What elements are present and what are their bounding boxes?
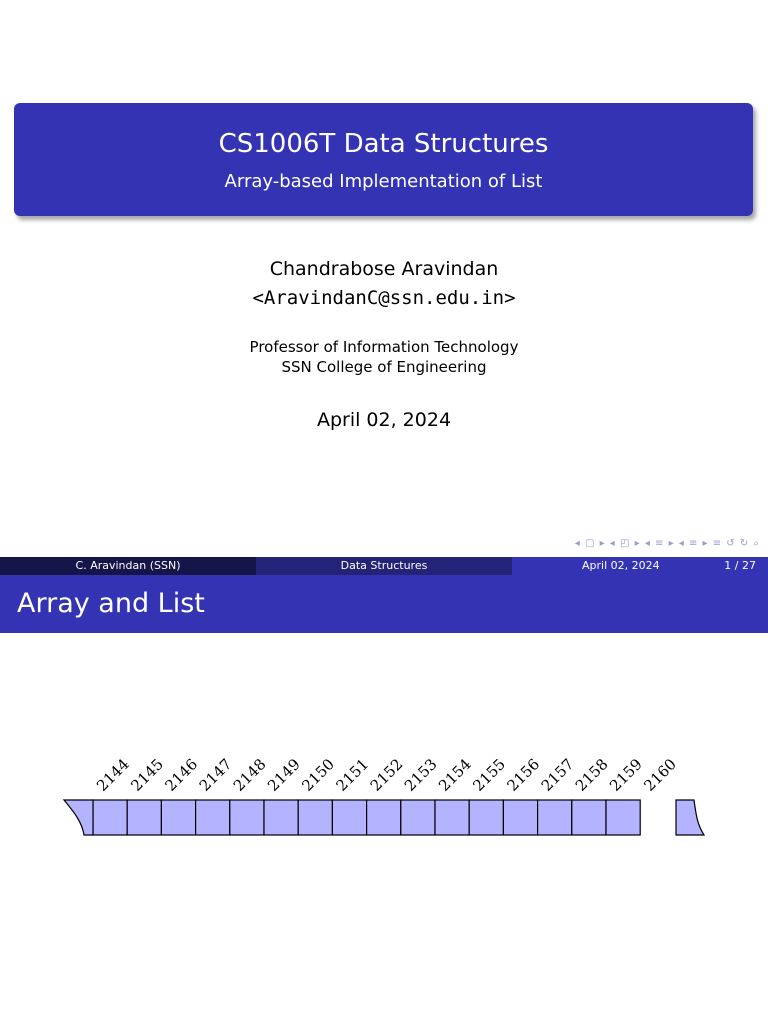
address-label: 2145 bbox=[127, 755, 168, 795]
array-cell bbox=[435, 800, 469, 835]
author-name: Chandrabose Aravindan bbox=[269, 258, 499, 280]
array-cell bbox=[503, 800, 537, 835]
address-label: 2155 bbox=[469, 755, 510, 795]
frame-title-bar bbox=[0, 575, 768, 633]
address-label: 2149 bbox=[264, 755, 304, 795]
presentation-subtitle: Array-based Implementation of List bbox=[224, 171, 543, 192]
address-label: 2158 bbox=[571, 755, 612, 795]
address-label: 2152 bbox=[366, 755, 407, 795]
address-label: 2144 bbox=[93, 755, 133, 795]
address-label: 2157 bbox=[537, 755, 578, 795]
presentation-date: April 02, 2024 bbox=[316, 409, 452, 431]
address-label: 2151 bbox=[332, 755, 373, 795]
array-cell bbox=[161, 800, 195, 835]
array-cell bbox=[572, 800, 606, 835]
title-box bbox=[14, 103, 753, 216]
address-label: 2153 bbox=[400, 755, 441, 795]
address-label: 2160 bbox=[640, 755, 681, 795]
array-cell bbox=[367, 800, 401, 835]
affiliation-position: Professor of Information Technology bbox=[249, 338, 519, 356]
footer-date: April 02, 2024 bbox=[582, 559, 660, 572]
array-cell bbox=[332, 800, 366, 835]
presentation-title: CS1006T Data Structures bbox=[218, 129, 549, 159]
address-label: 2154 bbox=[435, 755, 475, 795]
footer-title: Data Structures bbox=[256, 557, 512, 575]
array-cell bbox=[469, 800, 503, 835]
address-label: 2146 bbox=[161, 755, 202, 795]
author-email: <AravindanC@ssn.edu.in> bbox=[252, 287, 516, 309]
array-cell bbox=[196, 800, 230, 835]
footer-date-page bbox=[512, 557, 768, 575]
array-cell bbox=[401, 800, 435, 835]
array-cell bbox=[538, 800, 572, 835]
address-labels bbox=[93, 755, 680, 795]
array-cell bbox=[230, 800, 264, 835]
array-cell bbox=[127, 800, 161, 835]
array-cell bbox=[298, 800, 332, 835]
array-cells bbox=[93, 800, 640, 835]
affiliation-institution: SSN College of Engineering bbox=[281, 358, 487, 376]
slide-footer bbox=[0, 557, 768, 575]
array-left-torn-edge bbox=[64, 800, 93, 835]
footer-page-number: 1 / 27 bbox=[724, 559, 756, 572]
array-right-torn-edge bbox=[676, 800, 704, 835]
array-cell bbox=[93, 800, 127, 835]
address-label: 2159 bbox=[606, 755, 646, 795]
frame-title: Array and List bbox=[17, 588, 205, 619]
array-cell bbox=[264, 800, 298, 835]
address-label: 2147 bbox=[195, 755, 236, 795]
address-label: 2150 bbox=[298, 755, 339, 795]
memory-array-diagram bbox=[0, 740, 768, 850]
beamer-navigation-icons[interactable]: ◂ ▢ ▸ ◂ ◰ ▸ ◂ ≡ ▸ ◂ ≡ ▸ ≡ ↺ ↻ ⌕ bbox=[574, 538, 760, 549]
address-label: 2156 bbox=[503, 755, 544, 795]
array-cell bbox=[606, 800, 640, 835]
footer-author: C. Aravindan (SSN) bbox=[0, 557, 256, 575]
address-label: 2148 bbox=[229, 755, 270, 795]
